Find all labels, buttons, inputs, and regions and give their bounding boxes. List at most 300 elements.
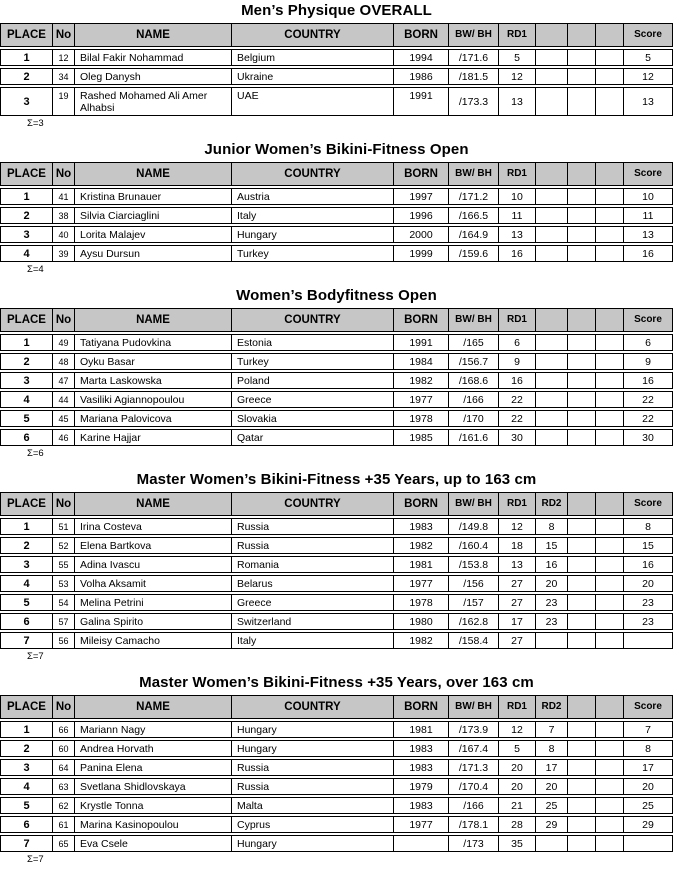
cell-place: 6 xyxy=(1,430,53,445)
cell-no: 49 xyxy=(53,335,75,350)
cell-score: 9 xyxy=(645,355,651,368)
cell-name: Vasiliki Agiannopoulou xyxy=(75,392,232,407)
header-score: Score xyxy=(634,701,662,712)
cell-country: Belgium xyxy=(232,50,394,65)
cell-rd1: 27 xyxy=(499,595,536,610)
cell-born: 1991 xyxy=(394,335,449,350)
cell-rd1: 35 xyxy=(499,836,536,851)
cell-country: Hungary xyxy=(232,227,394,242)
cell-place: 1 xyxy=(1,189,53,204)
cell-score: 15 xyxy=(642,539,654,552)
cell-rd1: 10 xyxy=(499,189,536,204)
cell-empty7 xyxy=(536,69,568,84)
cell-born: 2000 xyxy=(394,227,449,242)
header-empty8 xyxy=(568,24,596,46)
table-row xyxy=(0,816,673,833)
cell-place: 3 xyxy=(1,760,53,775)
cell-rd1: 6 xyxy=(499,335,536,350)
cell-born: 1984 xyxy=(394,354,449,369)
cell-rd1: 16 xyxy=(499,246,536,261)
cell-bwbh: /156 xyxy=(449,576,499,591)
cell-empty8 xyxy=(568,741,596,756)
cell-bwbh: /161.6 xyxy=(449,430,499,445)
cell-country: Hungary xyxy=(232,741,394,756)
cell-empty9 xyxy=(596,411,624,426)
cell-country: Romania xyxy=(232,557,394,572)
cell-bwbh: /162.8 xyxy=(449,614,499,629)
header-place: PLACE xyxy=(1,493,53,515)
cell-empty9 xyxy=(596,69,624,84)
table-title: Master Women’s Bikini-Fitness +35 Years, over 163 cm xyxy=(139,674,534,691)
cell-place: 5 xyxy=(1,798,53,813)
cell-place: 3 xyxy=(1,88,53,115)
header-empty9 xyxy=(596,163,624,185)
cell-no: 45 xyxy=(53,411,75,426)
header-empty8 xyxy=(568,163,596,185)
cell-rd1: 13 xyxy=(499,88,536,115)
cell-score: 13 xyxy=(642,228,654,241)
cell-score: 17 xyxy=(642,761,654,774)
cell-rd1: 20 xyxy=(499,760,536,775)
cell-empty8 xyxy=(568,335,596,350)
cell-empty9 xyxy=(596,576,624,591)
cell-name: Oleg Danysh xyxy=(75,69,232,84)
cell-empty8 xyxy=(568,557,596,572)
cell-rd1: 30 xyxy=(499,430,536,445)
cell-born: 1982 xyxy=(394,633,449,648)
cell-empty9 xyxy=(596,50,624,65)
cell-name: Aysu Dursun xyxy=(75,246,232,261)
cell-empty8 xyxy=(568,633,596,648)
header-bwbh: BW/ BH xyxy=(449,163,499,185)
cell-bwbh: /173.9 xyxy=(449,722,499,737)
cell-bwbh: /166 xyxy=(449,392,499,407)
cell-country: Austria xyxy=(232,189,394,204)
cell-empty8 xyxy=(568,411,596,426)
cell-rd2: 20 xyxy=(536,576,568,591)
cell-bwbh: /170.4 xyxy=(449,779,499,794)
cell-born: 1982 xyxy=(394,538,449,553)
cell-rd2: 29 xyxy=(536,817,568,832)
cell-born: 1983 xyxy=(394,760,449,775)
table-row xyxy=(0,594,673,611)
cell-empty9 xyxy=(596,519,624,534)
header-rd1: RD1 xyxy=(499,696,536,718)
cell-country: Russia xyxy=(232,760,394,775)
header-born: BORN xyxy=(394,309,449,331)
cell-score xyxy=(624,633,672,648)
cell-bwbh: /170 xyxy=(449,411,499,426)
cell-rd1: 12 xyxy=(499,519,536,534)
cell-rd2: 8 xyxy=(536,519,568,534)
cell-rd1: 13 xyxy=(499,557,536,572)
cell-place: 2 xyxy=(1,354,53,369)
sigma-count: Σ=7 xyxy=(27,651,44,662)
cell-bwbh: /181.5 xyxy=(449,69,499,84)
cell-empty9 xyxy=(596,373,624,388)
cell-name: Irina Costeva xyxy=(75,519,232,534)
cell-rd1: 12 xyxy=(499,69,536,84)
cell-no: 51 xyxy=(53,519,75,534)
cell-score: 16 xyxy=(642,558,654,571)
header-place: PLACE xyxy=(1,309,53,331)
cell-empty9 xyxy=(596,633,624,648)
cell-country: Hungary xyxy=(232,836,394,851)
cell-rd1: 18 xyxy=(499,538,536,553)
cell-name: Andrea Horvath xyxy=(75,741,232,756)
cell-no: 66 xyxy=(53,722,75,737)
cell-no: 56 xyxy=(53,633,75,648)
cell-no: 64 xyxy=(53,760,75,775)
cell-country: Poland xyxy=(232,373,394,388)
cell-score: 6 xyxy=(645,336,651,349)
cell-born: 1996 xyxy=(394,208,449,223)
header-rd1: RD1 xyxy=(499,163,536,185)
table-row xyxy=(0,87,673,116)
cell-empty9 xyxy=(596,392,624,407)
table-row xyxy=(0,207,673,224)
header-rd1: RD1 xyxy=(499,24,536,46)
cell-no: 39 xyxy=(53,246,75,261)
cell-score: 29 xyxy=(642,818,654,831)
cell-country: Turkey xyxy=(232,354,394,369)
cell-name: Mariana Palovicova xyxy=(75,411,232,426)
table-row xyxy=(0,188,673,205)
header-place: PLACE xyxy=(1,163,53,185)
cell-born: 1977 xyxy=(394,817,449,832)
header-country: COUNTRY xyxy=(232,163,394,185)
sigma-count: Σ=4 xyxy=(27,264,44,275)
cell-born: 1991 xyxy=(394,88,449,115)
header-place: PLACE xyxy=(1,24,53,46)
table-row xyxy=(0,68,673,85)
header-bwbh: BW/ BH xyxy=(449,309,499,331)
cell-empty8 xyxy=(568,208,596,223)
table-row xyxy=(0,49,673,66)
cell-empty7 xyxy=(536,392,568,407)
header-empty8 xyxy=(568,493,596,515)
cell-empty9 xyxy=(596,189,624,204)
cell-born: 1983 xyxy=(394,798,449,813)
cell-name: Volha Aksamit xyxy=(75,576,232,591)
cell-place: 3 xyxy=(1,557,53,572)
header-born: BORN xyxy=(394,24,449,46)
cell-rd1: 5 xyxy=(499,50,536,65)
cell-rd2: 17 xyxy=(536,760,568,775)
cell-empty8 xyxy=(568,760,596,775)
cell-no: 62 xyxy=(53,798,75,813)
cell-rd1: 27 xyxy=(499,576,536,591)
cell-score: 10 xyxy=(642,190,654,203)
header-no: No xyxy=(53,163,75,185)
cell-score: 22 xyxy=(642,412,654,425)
results-section-4 xyxy=(0,471,673,662)
table-row xyxy=(0,429,673,446)
cell-country: Belarus xyxy=(232,576,394,591)
table-row xyxy=(0,575,673,592)
cell-name: Lorita Malajev xyxy=(75,227,232,242)
cell-place: 5 xyxy=(1,595,53,610)
header-country: COUNTRY xyxy=(232,696,394,718)
results-document xyxy=(0,2,673,865)
header-row xyxy=(0,695,673,719)
header-bwbh: BW/ BH xyxy=(449,696,499,718)
cell-no: 55 xyxy=(53,557,75,572)
header-no: No xyxy=(53,309,75,331)
cell-score: 23 xyxy=(642,615,654,628)
cell-empty7 xyxy=(536,335,568,350)
cell-score: 16 xyxy=(642,374,654,387)
header-empty7 xyxy=(536,24,568,46)
cell-name: Krystle Tonna xyxy=(75,798,232,813)
header-empty7 xyxy=(536,309,568,331)
cell-bwbh: /157 xyxy=(449,595,499,610)
cell-score: 7 xyxy=(645,723,651,736)
cell-name: Mileisy Camacho xyxy=(75,633,232,648)
table-row xyxy=(0,537,673,554)
table-title: Junior Women’s Bikini-Fitness Open xyxy=(204,141,469,158)
header-name: NAME xyxy=(75,24,232,46)
cell-rd1: 27 xyxy=(499,633,536,648)
cell-bwbh: /165 xyxy=(449,335,499,350)
header-place: PLACE xyxy=(1,696,53,718)
cell-empty8 xyxy=(568,722,596,737)
cell-rd1: 13 xyxy=(499,227,536,242)
cell-empty9 xyxy=(596,722,624,737)
cell-born: 1978 xyxy=(394,595,449,610)
cell-name: Rashed Mohamed Ali Amer Alhabsi xyxy=(75,88,232,115)
cell-empty9 xyxy=(596,595,624,610)
cell-name: Panina Elena xyxy=(75,760,232,775)
cell-empty8 xyxy=(568,392,596,407)
cell-place: 4 xyxy=(1,576,53,591)
cell-rd1: 16 xyxy=(499,373,536,388)
cell-rd1: 11 xyxy=(499,208,536,223)
cell-empty8 xyxy=(568,595,596,610)
cell-rd2: 8 xyxy=(536,741,568,756)
cell-name: Galina Spirito xyxy=(75,614,232,629)
cell-born: 1985 xyxy=(394,430,449,445)
header-no: No xyxy=(53,696,75,718)
results-table xyxy=(0,162,673,262)
cell-name: Tatiyana Pudovkina xyxy=(75,335,232,350)
cell-country: Russia xyxy=(232,779,394,794)
header-rd1: RD1 xyxy=(499,309,536,331)
header-row xyxy=(0,162,673,186)
cell-rd1: 5 xyxy=(499,741,536,756)
cell-born: 1977 xyxy=(394,576,449,591)
cell-place: 6 xyxy=(1,817,53,832)
cell-born: 1999 xyxy=(394,246,449,261)
cell-born: 1977 xyxy=(394,392,449,407)
cell-rd2: 20 xyxy=(536,779,568,794)
cell-name: Svetlana Shidlovskaya xyxy=(75,779,232,794)
cell-born: 1983 xyxy=(394,519,449,534)
header-born: BORN xyxy=(394,696,449,718)
cell-empty8 xyxy=(568,614,596,629)
table-row xyxy=(0,778,673,795)
cell-born: 1983 xyxy=(394,741,449,756)
header-row xyxy=(0,492,673,516)
cell-empty9 xyxy=(596,741,624,756)
cell-empty7 xyxy=(536,208,568,223)
cell-no: 61 xyxy=(53,817,75,832)
table-row xyxy=(0,632,673,649)
header-no: No xyxy=(53,24,75,46)
cell-country: Malta xyxy=(232,798,394,813)
cell-bwbh: /171.6 xyxy=(449,50,499,65)
cell-place: 1 xyxy=(1,335,53,350)
table-row xyxy=(0,353,673,370)
header-name: NAME xyxy=(75,696,232,718)
cell-born: 1994 xyxy=(394,50,449,65)
cell-score: 20 xyxy=(642,780,654,793)
cell-empty9 xyxy=(596,246,624,261)
cell-country: Cyprus xyxy=(232,817,394,832)
cell-place: 4 xyxy=(1,392,53,407)
cell-bwbh: /173.3 xyxy=(449,88,499,115)
cell-rd1: 9 xyxy=(499,354,536,369)
cell-empty9 xyxy=(596,88,624,115)
table-row xyxy=(0,721,673,738)
header-born: BORN xyxy=(394,163,449,185)
header-empty9 xyxy=(596,696,624,718)
cell-no: 47 xyxy=(53,373,75,388)
header-empty9 xyxy=(596,24,624,46)
cell-name: Mariann Nagy xyxy=(75,722,232,737)
header-score: Score xyxy=(634,314,662,325)
cell-place: 2 xyxy=(1,208,53,223)
cell-score: 20 xyxy=(642,577,654,590)
sigma-count: Σ=6 xyxy=(27,448,44,459)
cell-empty8 xyxy=(568,69,596,84)
header-empty7 xyxy=(536,163,568,185)
cell-rd1: 17 xyxy=(499,614,536,629)
header-rd2: RD2 xyxy=(536,696,568,718)
cell-no: 12 xyxy=(53,50,75,65)
cell-empty8 xyxy=(568,246,596,261)
cell-bwbh: /153.8 xyxy=(449,557,499,572)
cell-name: Silvia Ciarciaglini xyxy=(75,208,232,223)
cell-no: 34 xyxy=(53,69,75,84)
header-empty9 xyxy=(596,493,624,515)
table-row xyxy=(0,759,673,776)
header-score: Score xyxy=(634,29,662,40)
cell-empty8 xyxy=(568,354,596,369)
cell-empty9 xyxy=(596,538,624,553)
cell-born: 1979 xyxy=(394,779,449,794)
results-table xyxy=(0,492,673,649)
cell-empty8 xyxy=(568,538,596,553)
cell-country: Estonia xyxy=(232,335,394,350)
table-title: Master Women’s Bikini-Fitness +35 Years, up to 163 cm xyxy=(136,471,537,488)
table-row xyxy=(0,740,673,757)
cell-empty8 xyxy=(568,50,596,65)
header-name: NAME xyxy=(75,163,232,185)
cell-no: 63 xyxy=(53,779,75,794)
table-row xyxy=(0,245,673,262)
header-country: COUNTRY xyxy=(232,493,394,515)
table-row xyxy=(0,613,673,630)
cell-place: 4 xyxy=(1,779,53,794)
table-row xyxy=(0,518,673,535)
cell-bwbh: /156.7 xyxy=(449,354,499,369)
header-name: NAME xyxy=(75,309,232,331)
cell-score: 8 xyxy=(645,742,651,755)
cell-empty7 xyxy=(536,373,568,388)
cell-no: 53 xyxy=(53,576,75,591)
results-section-2 xyxy=(0,141,673,275)
cell-born: 1997 xyxy=(394,189,449,204)
cell-place: 3 xyxy=(1,373,53,388)
header-rd2: RD2 xyxy=(536,493,568,515)
results-table xyxy=(0,23,673,116)
table-row xyxy=(0,372,673,389)
cell-empty9 xyxy=(596,779,624,794)
header-bwbh: BW/ BH xyxy=(449,493,499,515)
cell-empty7 xyxy=(536,50,568,65)
cell-place: 5 xyxy=(1,411,53,426)
cell-rd2: 25 xyxy=(536,798,568,813)
cell-bwbh: /166 xyxy=(449,798,499,813)
cell-empty7 xyxy=(536,189,568,204)
cell-name: Elena Bartkova xyxy=(75,538,232,553)
cell-no: 19 xyxy=(53,88,75,115)
cell-name: Melina Petrini xyxy=(75,595,232,610)
cell-bwbh: /171.2 xyxy=(449,189,499,204)
cell-born: 1982 xyxy=(394,373,449,388)
cell-empty9 xyxy=(596,227,624,242)
cell-born: 1981 xyxy=(394,557,449,572)
cell-rd1: 20 xyxy=(499,779,536,794)
table-row xyxy=(0,556,673,573)
cell-country: Russia xyxy=(232,519,394,534)
cell-score: 23 xyxy=(642,596,654,609)
cell-empty7 xyxy=(536,227,568,242)
cell-name: Marta Laskowska xyxy=(75,373,232,388)
cell-empty7 xyxy=(536,411,568,426)
header-empty8 xyxy=(568,696,596,718)
cell-place: 1 xyxy=(1,50,53,65)
header-name: NAME xyxy=(75,493,232,515)
cell-born: 1981 xyxy=(394,722,449,737)
cell-country: Turkey xyxy=(232,246,394,261)
header-row xyxy=(0,308,673,332)
cell-no: 60 xyxy=(53,741,75,756)
cell-country: UAE xyxy=(232,88,394,115)
cell-score: 16 xyxy=(642,247,654,260)
header-rd1: RD1 xyxy=(499,493,536,515)
cell-score: 5 xyxy=(645,51,651,64)
results-section-3 xyxy=(0,287,673,459)
cell-bwbh: /167.4 xyxy=(449,741,499,756)
cell-empty9 xyxy=(596,614,624,629)
results-table xyxy=(0,308,673,446)
cell-born: 1980 xyxy=(394,614,449,629)
header-row xyxy=(0,23,673,47)
cell-bwbh: /178.1 xyxy=(449,817,499,832)
results-section-1 xyxy=(0,2,673,129)
cell-no: 40 xyxy=(53,227,75,242)
cell-empty9 xyxy=(596,335,624,350)
cell-empty7 xyxy=(536,354,568,369)
cell-bwbh: /159.6 xyxy=(449,246,499,261)
cell-empty8 xyxy=(568,798,596,813)
cell-rd2: 7 xyxy=(536,722,568,737)
cell-place: 7 xyxy=(1,836,53,851)
cell-rd2: 23 xyxy=(536,614,568,629)
cell-score: 13 xyxy=(642,95,654,108)
